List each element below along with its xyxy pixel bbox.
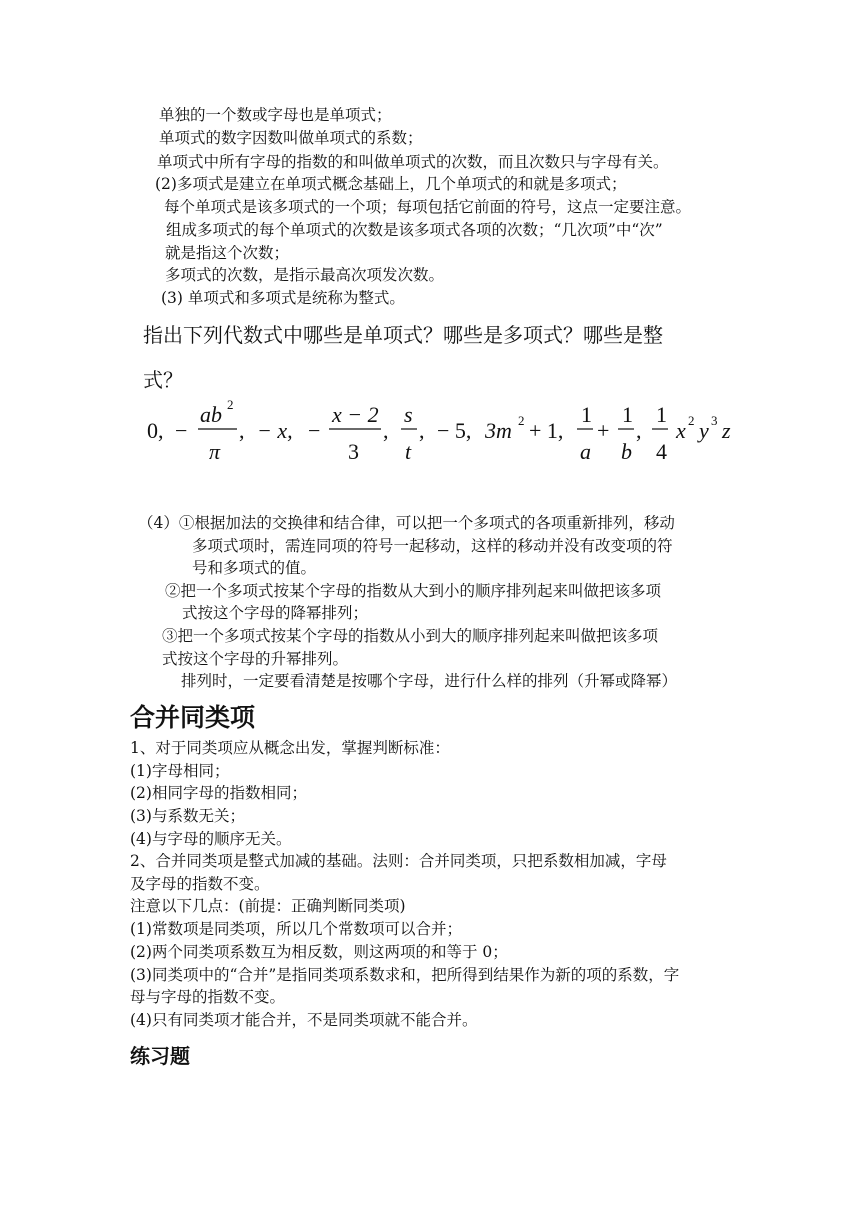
text-line: 单独的一个数或字母也是单项式；	[159, 106, 392, 124]
formula-text: + 1,	[529, 418, 564, 443]
section-heading: 练习题	[130, 1044, 190, 1068]
formula-text: ,	[419, 418, 425, 443]
formula-text: 4	[656, 439, 667, 464]
text-line: (1)常数项是同类项，所以几个常数项可以合并；	[130, 920, 462, 938]
formula-text: ab	[200, 402, 222, 427]
formula-text: s	[404, 402, 413, 427]
text-line: (3) 单项式和多项式是统称为整式。	[161, 289, 405, 307]
formula-text: − 5,	[437, 418, 472, 443]
formula-text: ,	[239, 418, 245, 443]
text-line: 排列时，一定要看清楚是按哪个字母，进行什么样的排列（升幂或降幂）	[181, 672, 678, 690]
text-line: 就是指这个次数；	[165, 244, 290, 262]
text-line: 及字母的指数不变。	[130, 875, 270, 893]
text-line: (4)只有同类项才能合并，不是同类项就不能合并。	[130, 1011, 478, 1029]
formula-text: a	[580, 439, 591, 464]
formula-text: 1	[622, 402, 633, 427]
formula-text: x	[676, 418, 686, 443]
question-line: 指出下列代数式中哪些是单项式？哪些是多项式？哪些是整	[143, 323, 663, 347]
text-line: (3)与系数无关；	[130, 807, 245, 825]
text-line: 式按这个字母的降幂排列；	[182, 604, 369, 622]
formula-text: z	[722, 418, 731, 443]
text-line: (4)与字母的顺序无关。	[130, 830, 292, 848]
text-line: 式按这个字母的升幂排列。	[162, 650, 349, 668]
formula-text: 3m	[485, 418, 512, 443]
question-line: 式？	[143, 368, 183, 392]
formula-text: +	[597, 418, 610, 443]
text-line: 多项式的次数，是指示最高次项发次数。	[165, 266, 445, 284]
text-line: 号和多项式的值。	[192, 559, 317, 577]
text-line: （4）①根据加法的交换律和结合律，可以把一个多项式的各项重新排列，移动	[138, 514, 675, 532]
expression-list	[145, 398, 765, 464]
formula-text: 0,	[147, 418, 164, 443]
formula-text: 3	[711, 413, 718, 428]
text-line: ②把一个多项式按某个字母的指数从大到小的顺序排列起来叫做把该多项	[165, 582, 662, 600]
text-line: 每个单项式是该多项式的一个项；每项包括它前面的符号，这点一定要注意。	[164, 198, 692, 216]
formula-text: ,	[636, 418, 642, 443]
text-line: 单项式中所有字母的指数的和叫做单项式的次数，而且次数只与字母有关。	[157, 153, 669, 171]
formula-text: x − 2	[332, 402, 379, 427]
text-line: ③把一个多项式按某个字母的指数从小到大的顺序排列起来叫做把该多项	[162, 627, 659, 645]
text-line: 1、对于同类项应从概念出发，掌握判断标准：	[130, 739, 450, 757]
formula-text: π	[209, 439, 221, 464]
text-line: (2)多项式是建立在单项式概念基础上，几个单项式的和就是多项式；	[155, 175, 627, 193]
formula-text: − x,	[257, 418, 293, 443]
text-line: 母与字母的指数不变。	[130, 988, 286, 1006]
text-line: 注意以下几点：(前提：正确判断同类项)	[130, 897, 406, 915]
formula-text: 1	[581, 402, 592, 427]
expression-svg	[145, 398, 765, 464]
text-line: 2、合并同类项是整式加减的基础。法则：合并同类项，只把系数相加减，字母	[130, 852, 667, 870]
text-line: (3)同类项中的“合并”是指同类项系数求和，把所得到结果作为新的项的系数，字	[130, 966, 680, 984]
formula-text: 1	[656, 402, 667, 427]
formula-text: 2	[227, 398, 234, 412]
text-line: 单项式的数字因数叫做单项式的系数；	[159, 129, 423, 147]
formula-text: −	[175, 418, 188, 443]
text-line: (2)两个同类项系数互为相反数，则这两项的和等于 0；	[130, 943, 508, 961]
text-line: 组成多项式的每个单项式的次数是该多项式各项的次数；“几次项”中“次”	[166, 221, 663, 239]
formula-text: 3	[348, 439, 359, 464]
text-line: (1)字母相同；	[130, 762, 230, 780]
formula-text: −	[308, 418, 321, 443]
formula-text: 2	[518, 413, 525, 428]
section-heading: 合并同类项	[130, 703, 256, 732]
formula-text: t	[405, 439, 412, 464]
formula-text: y	[699, 418, 709, 443]
formula-text: 2	[688, 413, 695, 428]
text-line: 多项式项时，需连同项的符号一起移动，这样的移动并没有改变项的符	[192, 537, 673, 555]
text-line: (2)相同字母的指数相同；	[130, 784, 307, 802]
formula-text: b	[621, 439, 632, 464]
formula-text: ,	[383, 418, 389, 443]
